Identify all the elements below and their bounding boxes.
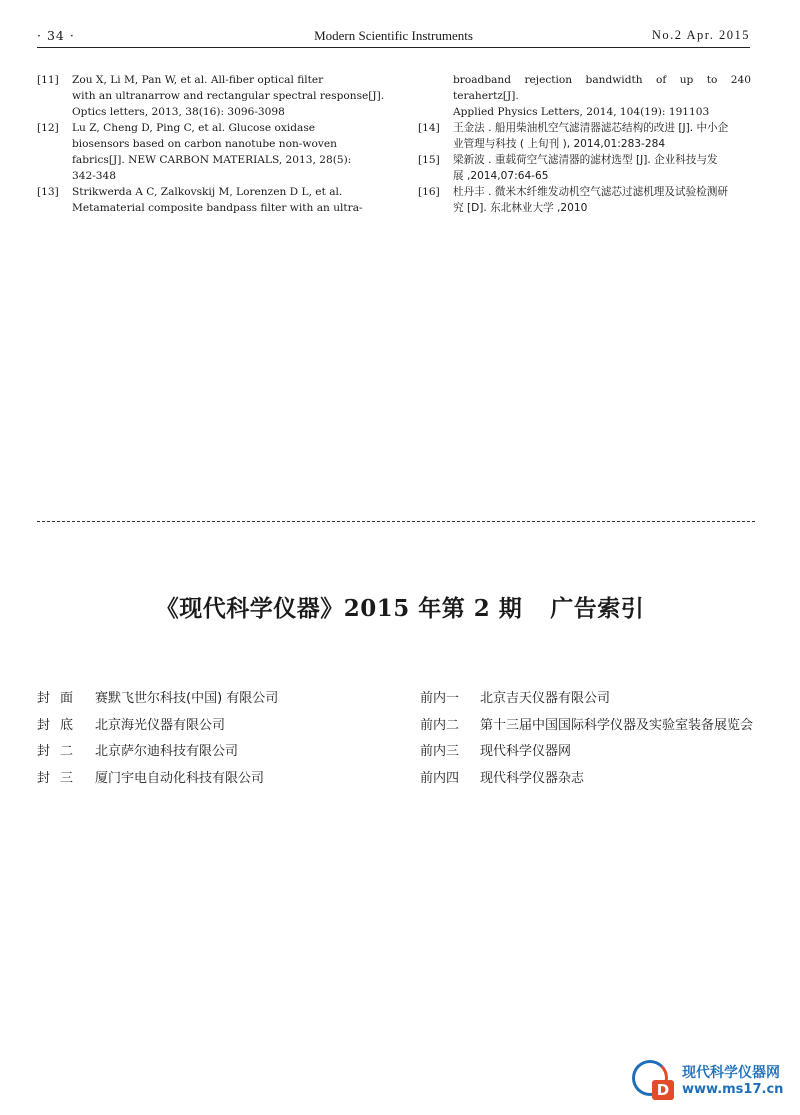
reference-15: [15] 梁新波 . 重载荷空气滤清器的滤材选型 [J]. 企业科技与发 展 ,2014,07:64-65: [418, 154, 718, 182]
ad-entry: 前内二 第十三届中国国际科学仪器及实验室装备展览会: [420, 717, 754, 733]
ad-index-left-list: [37, 687, 397, 793]
ad-entry: 前内一 北京吉天仪器有限公司: [420, 691, 611, 706]
ad-index-title: [0, 590, 800, 623]
ad-entry: 前内四 现代科学仪器杂志: [420, 770, 585, 786]
ad-entry: 封三 厦门宇电自动化科技有限公司: [37, 770, 265, 786]
ad-index-title-sub: 广告索引: [550, 595, 645, 622]
watermark-name: 现代科学仪器网: [682, 1065, 780, 1081]
logo-letter: D: [652, 1080, 674, 1100]
journal-name: Modern Scientific Instruments: [314, 28, 473, 43]
ad-index-title-main: 《现代科学仪器》2015 年第 2 期: [155, 595, 523, 622]
reference-16: [16] 杜丹丰 . 微米木纤维发动机空气滤芯过滤机理及试验检测研 究 [D]. 东北林业大学 ,2010: [418, 186, 728, 214]
page-header: [37, 26, 750, 46]
section-divider: [37, 521, 755, 522]
ad-entry: 封底 北京海光仪器有限公司: [37, 717, 226, 733]
references-right-column: [418, 72, 751, 216]
watermark-logo: [632, 1060, 792, 1110]
reference-11: [11] Zou X, Li M, Pan W, et al. All-fiber optical filter with an ultranarrow and rectangular spectral response[J]. Optics letters, 2013, 38(16): 3096-3098: [37, 74, 385, 118]
page-number: · 34 ·: [37, 28, 75, 43]
ad-entry: 前内三 现代科学仪器网: [420, 744, 572, 759]
issue-date: No.2 Apr. 2015: [651, 28, 750, 42]
reference-14: [14] 王金法 . 船用柴油机空气滤清器滤芯结构的改进 [J]. 中小企 业管理与科技 ( 上旬刊 ), 2014,01:283-284: [418, 122, 729, 150]
ad-index-right-list: [420, 687, 780, 793]
header-rule: [37, 47, 750, 48]
ad-entry: 封二 北京萨尔迪科技有限公司: [37, 744, 239, 759]
reference-13-continuation: broadband rejection bandwidth of up to 240 terahertz[J]. Applied Physics Letters, 2014, 104(19): 191103: [453, 74, 751, 118]
reference-13: [13] Strikwerda A C, Zalkovskij M, Lorenzen D L, et al. Metamaterial composite bandpass filter with an ultra-: [37, 186, 363, 214]
reference-12: [12] Lu Z, Cheng D, Ping C, et al. Glucose oxidase biosensors based on carbon nanotube non-woven fabrics[J]. NEW CARBON MATERIALS, 2013, 28(5): 342-348: [37, 122, 352, 182]
watermark-url: www.ms17.cn: [682, 1082, 784, 1097]
ad-entry: 封面 赛默飞世尔科技(中国) 有限公司: [37, 691, 279, 706]
references-left-column: [37, 72, 385, 216]
